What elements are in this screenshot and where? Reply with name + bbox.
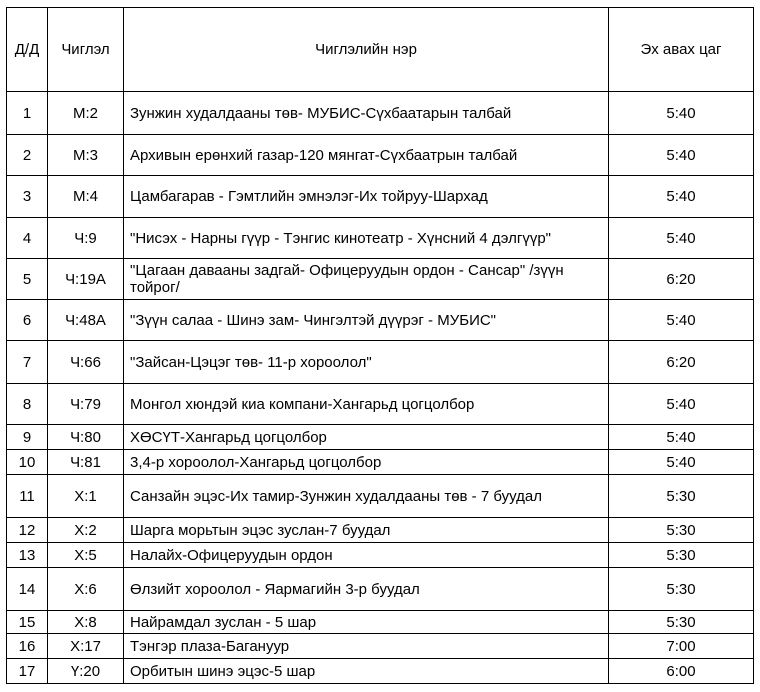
header-start-time: Эх авах цаг bbox=[609, 8, 754, 92]
row-number: 1 bbox=[7, 92, 48, 135]
row-number: 14 bbox=[7, 568, 48, 611]
row-number: 13 bbox=[7, 543, 48, 568]
route-code: Х:6 bbox=[48, 568, 124, 611]
start-time: 5:40 bbox=[609, 450, 754, 475]
header-route: Чиглэл bbox=[48, 8, 124, 92]
start-time: 5:30 bbox=[609, 518, 754, 543]
route-name: Шарга морьтын эцэс зуслан-7 буудал bbox=[124, 518, 609, 543]
route-name: Санзайн эцэс-Их тамир-Зунжин худалдааны төв - 7 буудал bbox=[124, 475, 609, 518]
table-row bbox=[7, 659, 754, 684]
table-row bbox=[7, 518, 754, 543]
row-number: 2 bbox=[7, 135, 48, 176]
route-code: М:2 bbox=[48, 92, 124, 135]
start-time: 5:30 bbox=[609, 611, 754, 634]
route-name: Монгол хюндэй киа компани-Хангарьд цогцолбор bbox=[124, 384, 609, 425]
route-name: Орбитын шинэ эцэс-5 шар bbox=[124, 659, 609, 684]
table-row bbox=[7, 611, 754, 634]
row-number: 8 bbox=[7, 384, 48, 425]
row-number: 16 bbox=[7, 634, 48, 659]
table-body bbox=[7, 92, 754, 684]
route-name: Налайх-Офицеруудын ордон bbox=[124, 543, 609, 568]
route-name: "Зайсан-Цэцэг төв- 11-р хороолол" bbox=[124, 341, 609, 384]
route-name: Тэнгэр плаза-Багануур bbox=[124, 634, 609, 659]
route-code: Ч:66 bbox=[48, 341, 124, 384]
table-row bbox=[7, 384, 754, 425]
start-time: 6:20 bbox=[609, 259, 754, 300]
header-route-name: Чиглэлийн нэр bbox=[124, 8, 609, 92]
route-name: "Нисэх - Нарны гүүр - Тэнгис кинотеатр - Хүнсний 4 дэлгүүр" bbox=[124, 218, 609, 259]
start-time: 5:30 bbox=[609, 543, 754, 568]
route-code: М:4 bbox=[48, 176, 124, 218]
route-name: Өлзийт хороолол - Яармагийн 3-р буудал bbox=[124, 568, 609, 611]
row-number: 4 bbox=[7, 218, 48, 259]
start-time: 5:30 bbox=[609, 568, 754, 611]
row-number: 12 bbox=[7, 518, 48, 543]
start-time: 6:00 bbox=[609, 659, 754, 684]
table-row bbox=[7, 218, 754, 259]
row-number: 7 bbox=[7, 341, 48, 384]
route-code: Ү:20 bbox=[48, 659, 124, 684]
table-row bbox=[7, 176, 754, 218]
table-row bbox=[7, 450, 754, 475]
route-name: Найрамдал зуслан - 5 шар bbox=[124, 611, 609, 634]
route-name: "Цагаан давааны задгай- Офицеруудын ордон - Сансар" /зүүн тойрог/ bbox=[124, 259, 609, 300]
table-row bbox=[7, 543, 754, 568]
route-name: "Зүүн салаа - Шинэ зам- Чингэлтэй дүүрэг - МУБИС" bbox=[124, 300, 609, 341]
route-name: Цамбагарав - Гэмтлийн эмнэлэг-Их тойруу-Шархад bbox=[124, 176, 609, 218]
start-time: 7:00 bbox=[609, 634, 754, 659]
row-number: 6 bbox=[7, 300, 48, 341]
row-number: 3 bbox=[7, 176, 48, 218]
route-code: Х:8 bbox=[48, 611, 124, 634]
table-row bbox=[7, 300, 754, 341]
row-number: 11 bbox=[7, 475, 48, 518]
route-name: ХӨСҮТ-Хангарьд цогцолбор bbox=[124, 425, 609, 450]
route-code: Ч:79 bbox=[48, 384, 124, 425]
row-number: 17 bbox=[7, 659, 48, 684]
start-time: 5:40 bbox=[609, 135, 754, 176]
table-row bbox=[7, 341, 754, 384]
start-time: 5:40 bbox=[609, 384, 754, 425]
table-row bbox=[7, 634, 754, 659]
route-code: Ч:19А bbox=[48, 259, 124, 300]
start-time: 5:30 bbox=[609, 475, 754, 518]
start-time: 5:40 bbox=[609, 300, 754, 341]
row-number: 10 bbox=[7, 450, 48, 475]
route-name: 3,4-р хороолол-Хангарьд цогцолбор bbox=[124, 450, 609, 475]
start-time: 6:20 bbox=[609, 341, 754, 384]
header-no: Д/Д bbox=[7, 8, 48, 92]
header-row bbox=[7, 8, 754, 92]
row-number: 5 bbox=[7, 259, 48, 300]
route-code: Ч:48А bbox=[48, 300, 124, 341]
route-code: Х:5 bbox=[48, 543, 124, 568]
route-code: Х:2 bbox=[48, 518, 124, 543]
start-time: 5:40 bbox=[609, 92, 754, 135]
route-code: Х:17 bbox=[48, 634, 124, 659]
start-time: 5:40 bbox=[609, 218, 754, 259]
table-row bbox=[7, 92, 754, 135]
start-time: 5:40 bbox=[609, 176, 754, 218]
route-code: М:3 bbox=[48, 135, 124, 176]
table-row bbox=[7, 135, 754, 176]
bus-schedule-table bbox=[6, 7, 754, 684]
row-number: 15 bbox=[7, 611, 48, 634]
route-code: Ч:9 bbox=[48, 218, 124, 259]
row-number: 9 bbox=[7, 425, 48, 450]
table-row bbox=[7, 425, 754, 450]
route-name: Архивын ерөнхий газар-120 мянгат-Сүхбаатрын талбай bbox=[124, 135, 609, 176]
route-code: Х:1 bbox=[48, 475, 124, 518]
route-code: Ч:81 bbox=[48, 450, 124, 475]
start-time: 5:40 bbox=[609, 425, 754, 450]
route-name: Зунжин худалдааны төв- МУБИС-Сүхбаатарын талбай bbox=[124, 92, 609, 135]
table-row bbox=[7, 568, 754, 611]
table-row bbox=[7, 259, 754, 300]
table-row bbox=[7, 475, 754, 518]
route-code: Ч:80 bbox=[48, 425, 124, 450]
